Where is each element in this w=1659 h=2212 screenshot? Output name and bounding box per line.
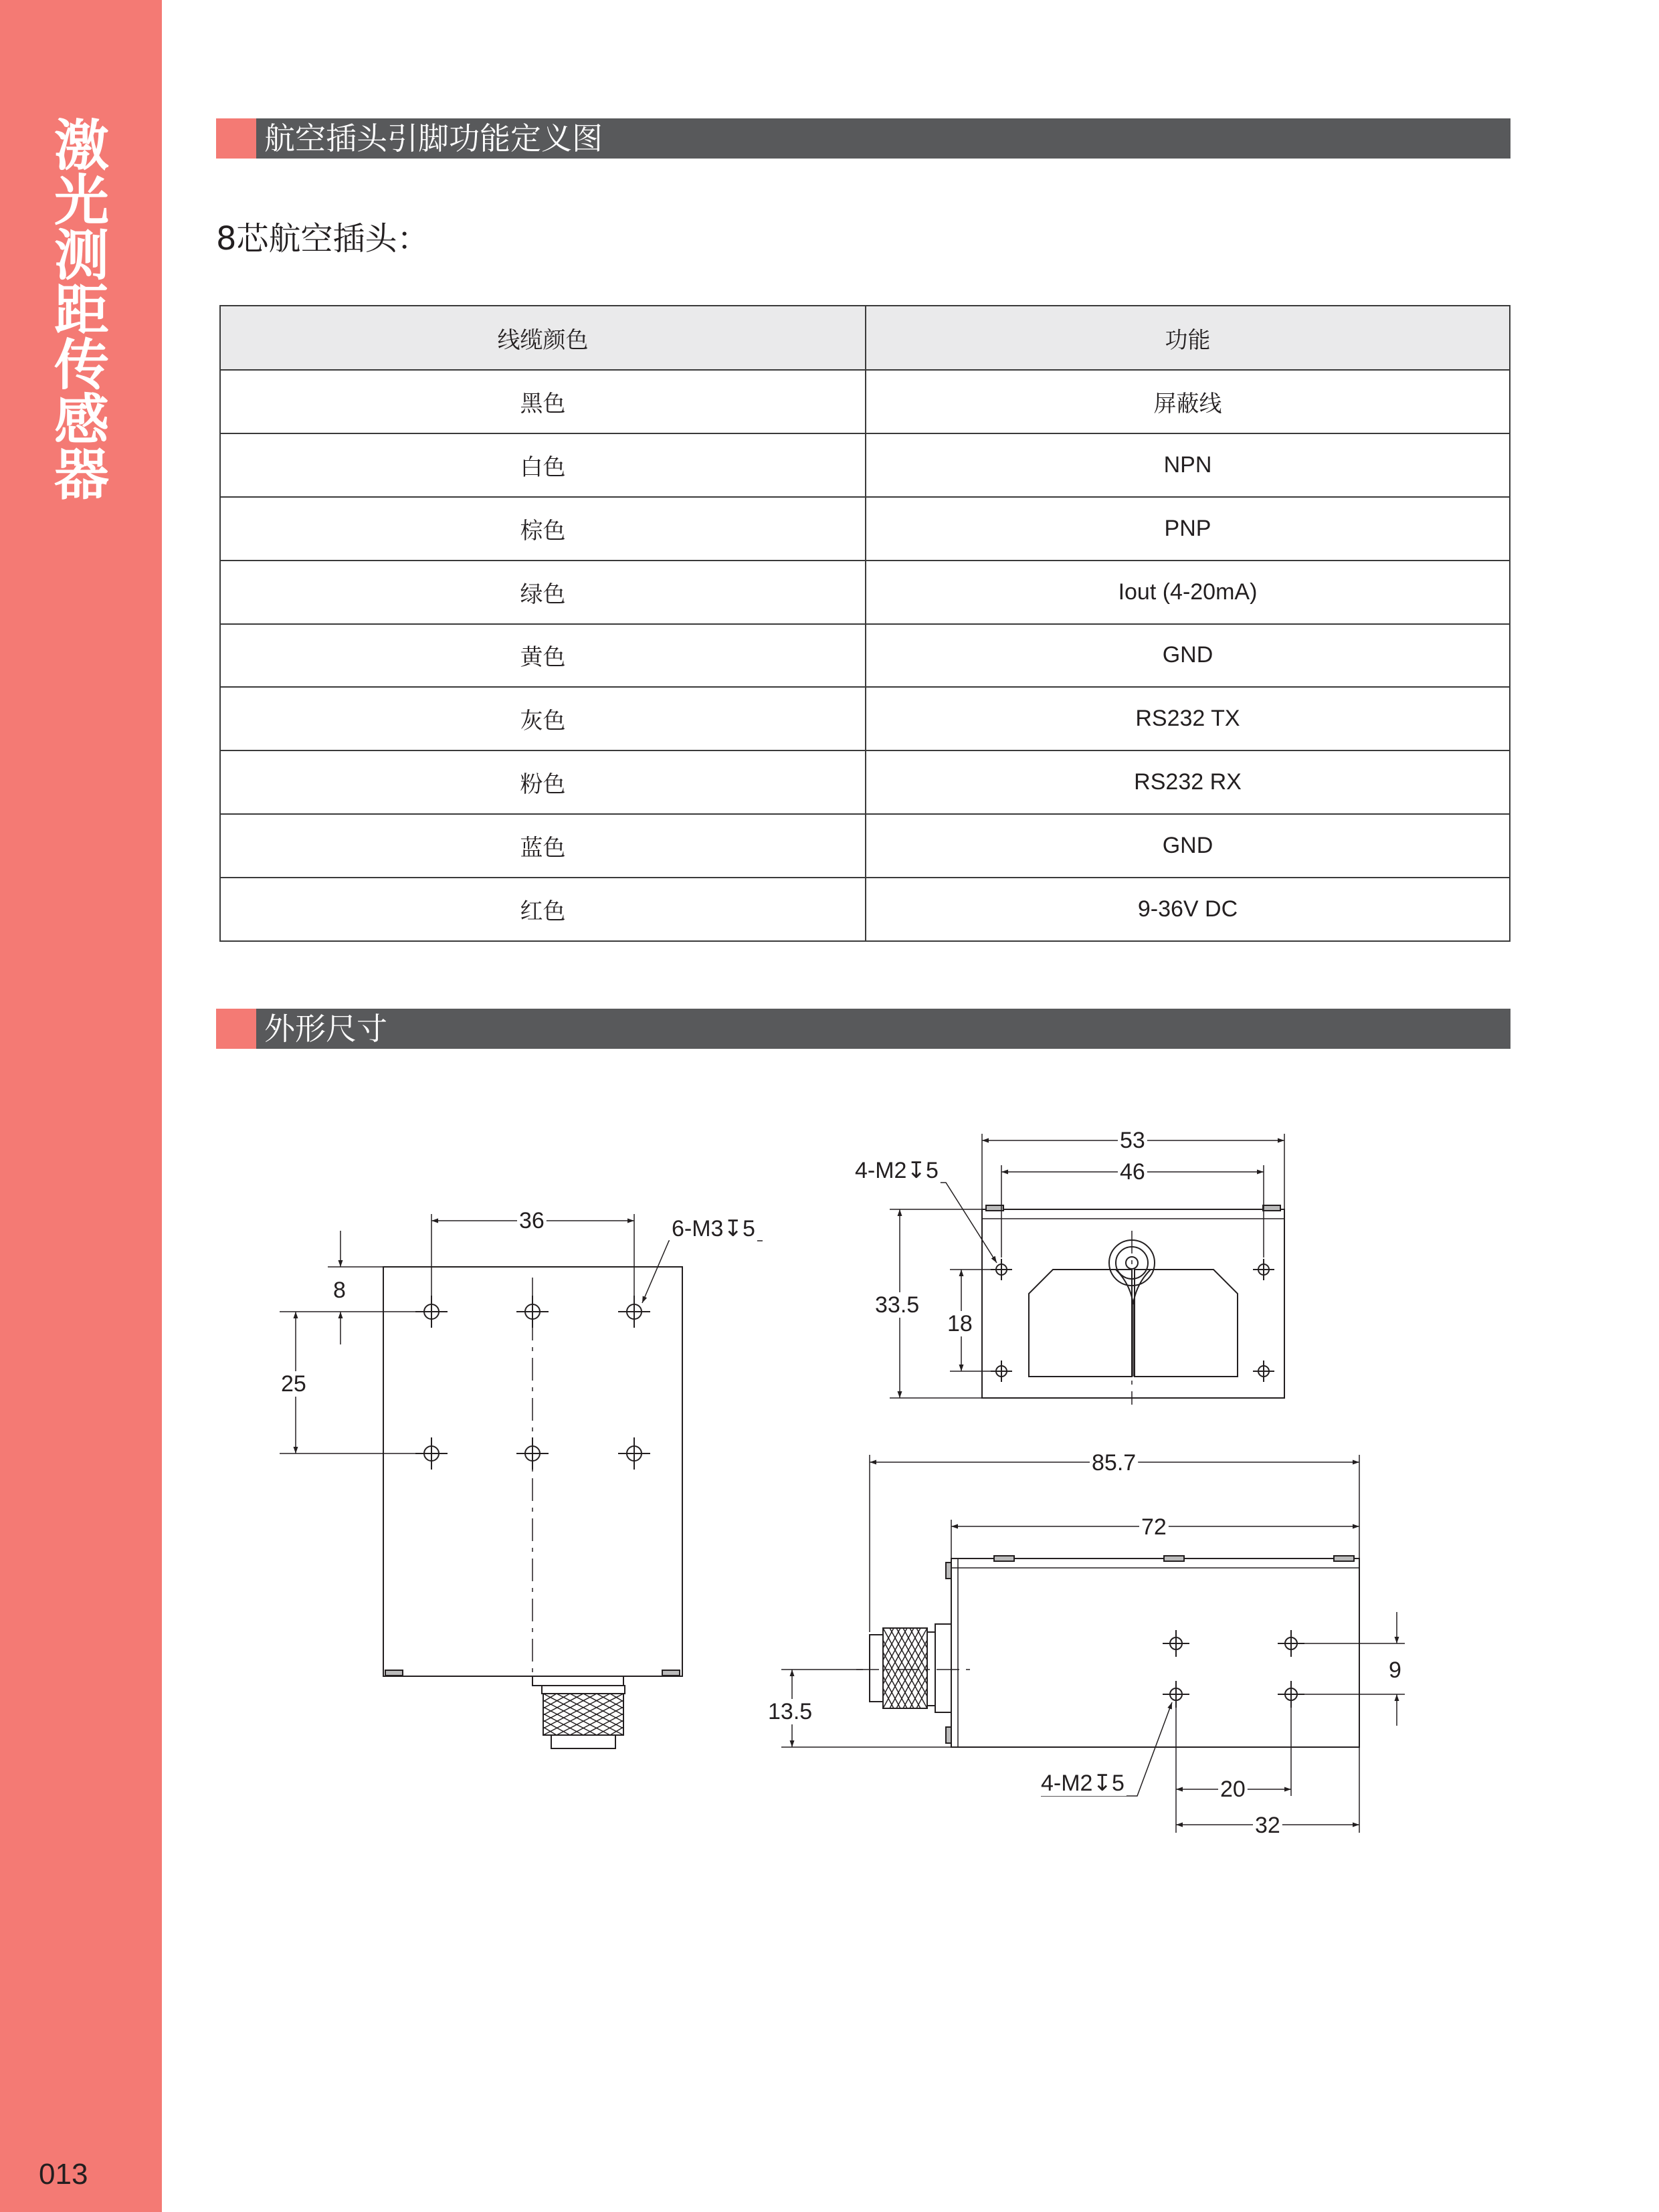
column-header: 功能 (866, 306, 1510, 370)
connector-side (870, 1624, 951, 1712)
cable-color-cell: 白色 (220, 433, 866, 497)
cable-color-cell: 棕色 (220, 497, 866, 561)
mounting-hole (1278, 1630, 1304, 1657)
section-title: 航空插头引脚功能定义图 (264, 120, 603, 157)
dim-height-label: 33.5 (875, 1292, 920, 1318)
mounting-hole (516, 1437, 549, 1470)
sidebar-title-char: 激 (54, 114, 109, 178)
dim-hole-vertical-label: 9 (1389, 1657, 1401, 1683)
mounting-hole (516, 1296, 549, 1328)
mounting-hole (991, 1361, 1012, 1382)
mounting-hole (1253, 1259, 1274, 1280)
dim-hole-spacing-label: 18 (947, 1311, 973, 1336)
sidebar-title-char: 距 (54, 279, 109, 342)
sidebar-title-char: 光 (54, 169, 109, 233)
sidebar-title-char: 器 (54, 443, 109, 507)
sidebar-title-char: 传 (54, 334, 109, 397)
dim-top-label: 8 (333, 1278, 346, 1303)
dim-spacing-label: 25 (281, 1371, 306, 1397)
function-cell: GND (866, 814, 1510, 878)
section-title: 外形尺寸 (264, 1011, 387, 1047)
mounting-hole (415, 1437, 448, 1470)
hole-callout-label: 6-M3↧5 (672, 1216, 755, 1241)
cable-color-cell: 黑色 (220, 370, 866, 433)
cable-color-cell: 黄色 (220, 624, 866, 688)
mounting-hole (415, 1296, 448, 1328)
page-number: 013 (39, 2158, 88, 2191)
mounting-hole (1278, 1681, 1304, 1708)
mounting-hole (1163, 1630, 1189, 1657)
mounting-hole (618, 1296, 650, 1328)
cable-color-cell: 粉色 (220, 750, 866, 814)
mounting-hole (991, 1259, 1012, 1280)
bottom-view-holes (415, 1296, 650, 1470)
hole-callout-label: 4-M2↧5 (855, 1158, 939, 1183)
sidebar-title-char: 测 (54, 224, 109, 288)
function-cell: PNP (866, 497, 1510, 561)
side-view-holes (1163, 1630, 1304, 1708)
mounting-hole (618, 1437, 650, 1470)
side-view-body (951, 1559, 1359, 1747)
function-cell: 9-36V DC (866, 878, 1510, 941)
connector-bottom (532, 1676, 625, 1748)
dim-body-label: 72 (1141, 1514, 1167, 1540)
dim-hole-horizontal-label: 20 (1220, 1777, 1246, 1802)
cable-color-cell: 绿色 (220, 561, 866, 624)
cable-color-cell: 红色 (220, 878, 866, 941)
function-cell: Iout (4-20mA) (866, 561, 1510, 624)
dim-hole-offset-label: 32 (1255, 1813, 1280, 1838)
bottom-view (280, 1214, 763, 1748)
connector-subtitle: 8芯航空插头： (216, 220, 429, 258)
mounting-hole (1253, 1361, 1274, 1382)
function-cell: GND (866, 624, 1510, 688)
function-cell: RS232 RX (866, 750, 1510, 814)
cable-color-cell: 灰色 (220, 687, 866, 750)
sidebar-title-char: 感 (54, 389, 109, 452)
function-cell: NPN (866, 433, 1510, 497)
dim-width-label: 36 (519, 1208, 545, 1233)
function-cell: RS232 TX (866, 687, 1510, 750)
cable-color-cell: 蓝色 (220, 814, 866, 878)
dim-outer-label: 53 (1120, 1128, 1145, 1153)
dim-total-label: 85.7 (1092, 1450, 1137, 1476)
dim-inner-label: 46 (1120, 1159, 1145, 1185)
hole-callout-label: 4-M2↧5 (1041, 1771, 1125, 1796)
function-cell: 屏蔽线 (866, 370, 1510, 433)
mounting-hole (1163, 1681, 1189, 1708)
dim-connector-height-label: 13.5 (768, 1699, 813, 1724)
column-header: 线缆颜色 (220, 306, 866, 370)
